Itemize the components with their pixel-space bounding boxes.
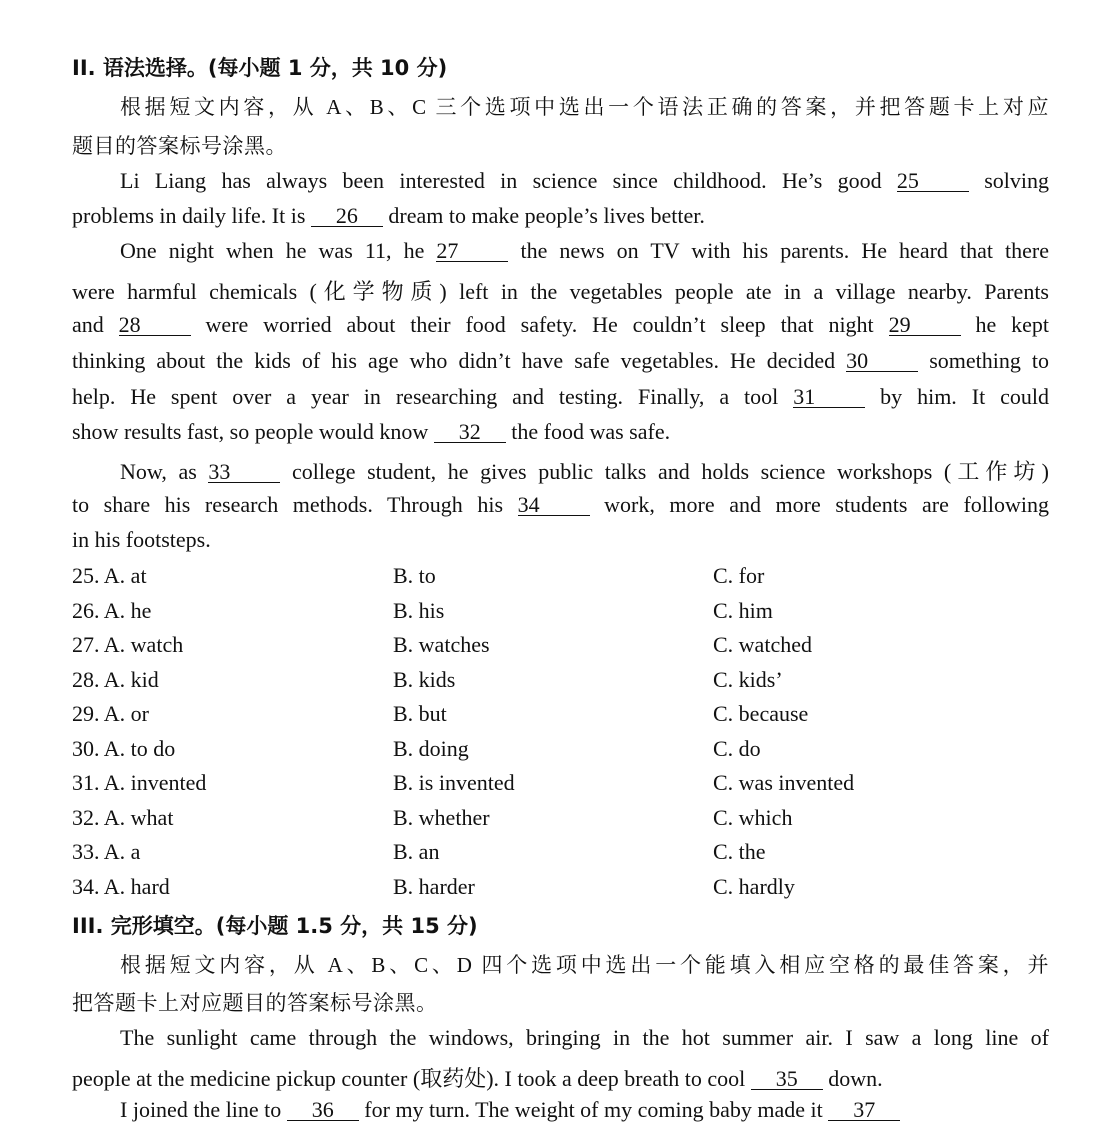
blank-29: 29 bbox=[889, 315, 961, 336]
section-2-instruction-line-2: 题目的答案标号涂黑。 bbox=[72, 134, 287, 158]
passage-text: Now, as bbox=[120, 459, 209, 484]
passage-text: thinking about the kids of his age who didn’t have safe vegetables. He decided bbox=[72, 348, 847, 373]
blank-32: 32 bbox=[434, 422, 506, 443]
section-2-title: II. 语法选择。(每小题 1 分，共 10 分) bbox=[72, 56, 448, 80]
section-2-passage-line bbox=[72, 275, 1049, 306]
option-c: C. him bbox=[713, 597, 773, 623]
option-a: 25. A. at bbox=[72, 563, 147, 588]
passage-text: to share his research methods. Through his bbox=[72, 492, 518, 517]
passage-text: the food was safe. bbox=[505, 419, 671, 444]
passage-text: dream to make people’s lives better. bbox=[382, 203, 705, 228]
blank-37: 37 bbox=[828, 1100, 900, 1121]
passage-text: the news on TV with his parents. He heard that there bbox=[508, 238, 1049, 263]
section-2-instruction-line-1: 根据短文内容，从 A、B、C 三个选项中选出一个语法正确的答案，并把答题卡上对应 bbox=[120, 95, 1049, 119]
option-c: C. which bbox=[713, 804, 793, 830]
option-a: 31. A. invented bbox=[72, 770, 207, 795]
passage-text: One night when he was 11, he bbox=[120, 238, 437, 263]
blank-30: 30 bbox=[846, 351, 918, 372]
section-2-passage-line bbox=[120, 168, 1049, 194]
option-b: B. to bbox=[393, 563, 436, 588]
blank-36: 36 bbox=[287, 1100, 359, 1121]
option-b: B. is invented bbox=[393, 770, 515, 795]
passage-text: down. bbox=[822, 1066, 883, 1091]
option-b: B. harder bbox=[393, 873, 475, 899]
passage-text: and bbox=[72, 312, 119, 337]
option-b: B. but bbox=[393, 701, 447, 726]
option-c: C. kids’ bbox=[713, 666, 783, 692]
blank-28: 28 bbox=[119, 315, 191, 336]
passage-text: were harmful chemicals (化学物质) left in the vegetables people ate in a village nearby. Parents bbox=[72, 279, 1049, 304]
section-3-passage-line bbox=[120, 1097, 1049, 1123]
option-c: C. do bbox=[713, 735, 761, 761]
passage-text: were worried about their food safety. He couldn’t sleep that night bbox=[190, 312, 889, 337]
option-b: B. watches bbox=[393, 632, 490, 657]
option-a: 34. A. hard bbox=[72, 873, 170, 899]
section-2-passage-line bbox=[72, 527, 1049, 553]
option-b: B. his bbox=[393, 597, 445, 623]
passage-text: solving bbox=[968, 168, 1049, 193]
section-2-passage-line bbox=[72, 348, 1049, 374]
passage-text: college student, he gives public talks and holds science workshops (工作坊) bbox=[280, 459, 1049, 484]
passage-text: work, more and more students are following bbox=[589, 492, 1049, 517]
section-3-title: III. 完形填空。(每小题 1.5 分，共 15 分) bbox=[72, 914, 478, 938]
option-a: 32. A. what bbox=[72, 804, 174, 830]
section-3-instruction-line-2: 把答题卡上对应题目的答案标号涂黑。 bbox=[72, 991, 438, 1015]
blank-27: 27 bbox=[436, 241, 508, 262]
passage-text: I joined the line to bbox=[120, 1097, 287, 1122]
passage-text: The sunlight came through the windows, bringing in the hot summer air. I saw a long line of bbox=[120, 1025, 1049, 1050]
passage-text: something to bbox=[918, 348, 1049, 373]
option-b: B. kids bbox=[393, 666, 456, 692]
passage-text: people at the medicine pickup counter (取药处). I took a deep breath to cool bbox=[72, 1066, 751, 1091]
option-c: C. for bbox=[713, 563, 765, 588]
option-c: C. watched bbox=[713, 632, 812, 657]
option-c: C. the bbox=[713, 839, 766, 864]
option-b: B. doing bbox=[393, 735, 469, 761]
option-a: 28. A. kid bbox=[72, 666, 159, 692]
passage-text: problems in daily life. It is bbox=[72, 203, 311, 228]
option-b: B. an bbox=[393, 839, 440, 864]
blank-25: 25 bbox=[897, 171, 969, 192]
blank-34: 34 bbox=[518, 495, 590, 516]
option-c: C. hardly bbox=[713, 873, 795, 899]
section-2-passage-line bbox=[120, 455, 1049, 486]
section-2-passage-line bbox=[72, 419, 1049, 445]
blank-31: 31 bbox=[793, 387, 865, 408]
blank-33: 33 bbox=[208, 462, 280, 483]
option-a: 30. A. to do bbox=[72, 735, 176, 761]
section-2-passage-line bbox=[72, 384, 1049, 410]
passage-text: by him. It could bbox=[865, 384, 1049, 409]
passage-text: for my turn. The weight of my coming baby made it bbox=[358, 1097, 829, 1122]
option-a: 26. A. he bbox=[72, 597, 152, 623]
passage-text: show results fast, so people would know bbox=[72, 419, 434, 444]
section-3-passage-line bbox=[72, 1062, 1049, 1093]
blank-26: 26 bbox=[311, 206, 383, 227]
option-a: 33. A. a bbox=[72, 839, 141, 864]
passage-text: in his footsteps. bbox=[72, 527, 211, 552]
passage-text: help. He spent over a year in researching and testing. Finally, a tool bbox=[72, 384, 794, 409]
section-2-passage-line bbox=[120, 238, 1049, 264]
section-2-passage-line bbox=[72, 312, 1049, 338]
passage-text: Li Liang has always been interested in science since childhood. He’s good bbox=[120, 168, 897, 193]
section-3-passage-line bbox=[120, 1025, 1049, 1051]
option-c: C. because bbox=[713, 701, 809, 726]
blank-35: 35 bbox=[751, 1069, 823, 1090]
section-2-passage-line bbox=[72, 203, 1049, 229]
option-b: B. whether bbox=[393, 804, 490, 830]
section-2-passage-line bbox=[72, 492, 1049, 518]
option-a: 29. A. or bbox=[72, 701, 149, 726]
passage-text: he kept bbox=[960, 312, 1049, 337]
section-3-instruction-line-1: 根据短文内容，从 A、B、C、D 四个选项中选出一个能填入相应空格的最佳答案，并 bbox=[120, 953, 1049, 977]
option-a: 27. A. watch bbox=[72, 632, 184, 657]
option-c: C. was invented bbox=[713, 770, 855, 795]
